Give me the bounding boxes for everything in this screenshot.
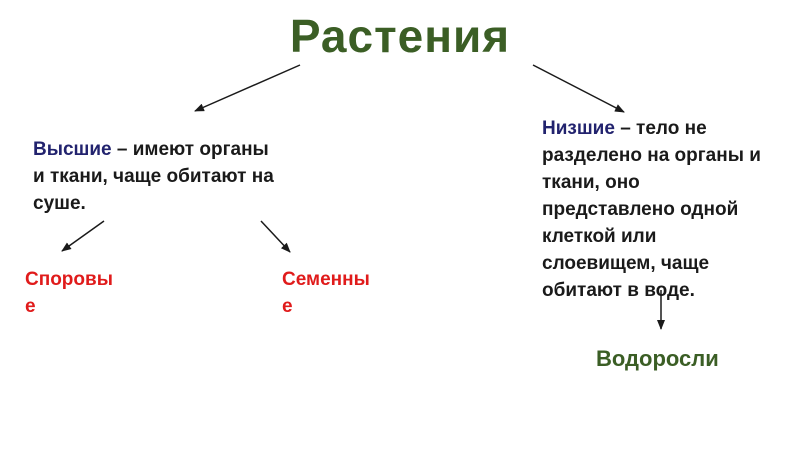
- lower-plants-line-3: ткани, оно: [542, 172, 640, 193]
- spore-plants-label-line-2: е: [25, 296, 36, 317]
- lower-plants-line-4: представлено одной: [542, 199, 739, 220]
- arrow-to-seed: [261, 221, 290, 252]
- lower-plants-line-7: обитают в воде.: [542, 280, 695, 301]
- arrow-to-lower: [533, 65, 624, 112]
- lower-plants-description-start: – тело не: [614, 118, 707, 139]
- lower-plants-line-1: [542, 115, 796, 142]
- lower-plants-line-2: разделено на органы и: [542, 145, 761, 166]
- higher-plants-node: [33, 136, 278, 217]
- seed-plants-label-line-1: Семенны: [282, 269, 370, 290]
- seed-plants-label-line-2: е: [282, 296, 293, 317]
- algae-label: Водоросли: [596, 346, 719, 371]
- spore-plants-label: [25, 266, 145, 320]
- lower-plants-line-6: слоевищем, чаще: [542, 253, 710, 274]
- spore-plants-label-line-1: Споровы: [25, 269, 113, 290]
- arrow-to-higher: [195, 65, 300, 111]
- arrow-to-spore: [62, 221, 104, 251]
- diagram-title: Растения: [289, 10, 511, 62]
- lower-plants-line-5: клеткой или: [542, 226, 657, 247]
- lower-plants-node: [542, 115, 796, 304]
- higher-plants-description: – имеют органы и ткани, чаще обитают на суше.: [33, 139, 274, 214]
- seed-plants-label: [282, 266, 402, 320]
- higher-plants-term: Высшие: [33, 139, 112, 160]
- lower-plants-term: Низшие: [542, 118, 615, 139]
